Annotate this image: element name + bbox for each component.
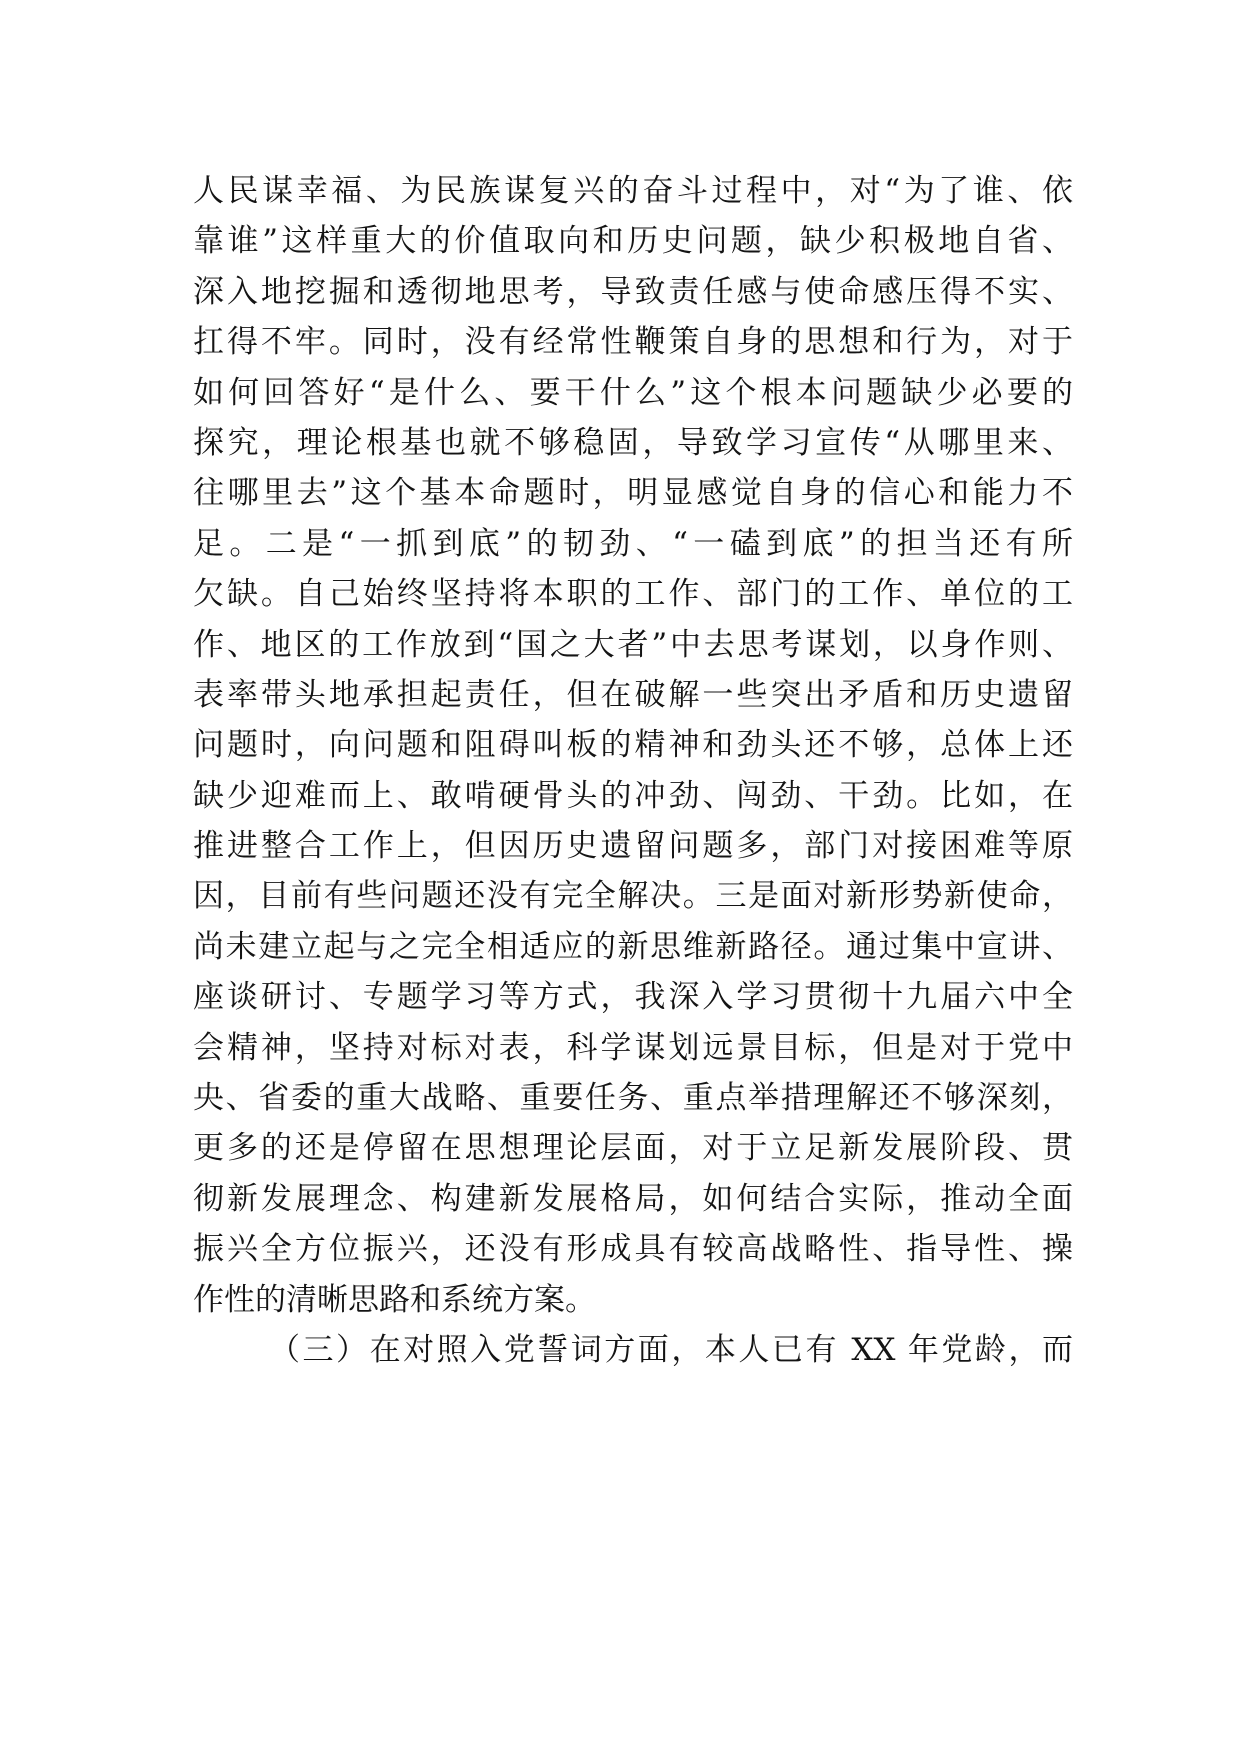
section-heading-line: （三）在对照入党誓词方面，本人已有 XX 年党龄，而 (269, 1331, 1073, 1368)
text-line: 会精神，坚持对标对表，科学谋划远景目标，但是对于党中 (193, 1029, 1073, 1066)
text-line: 彻新发展理念、构建新发展格局，如何结合实际，推动全面 (193, 1180, 1073, 1217)
text-line: 足。二是“一抓到底”的韧劲、“一磕到底”的担当还有所 (193, 525, 1073, 562)
text-line: 作、地区的工作放到“国之大者”中去思考谋划，以身作则、 (193, 626, 1073, 663)
text-line: 央、省委的重大战略、重要任务、重点举措理解还不够深刻， (193, 1080, 1073, 1117)
text-line: 靠谁”这样重大的价值取向和历史问题，缺少积极地自省、 (193, 223, 1073, 260)
text-line: 座谈研讨、专题学习等方式，我深入学习贯彻十九届六中全 (193, 979, 1073, 1016)
text-line: 因，目前有些问题还没有完全解决。三是面对新形势新使命， (193, 878, 1073, 915)
text-line: 往哪里去”这个基本命题时，明显感觉自身的信心和能力不 (193, 475, 1073, 512)
text-line: 深入地挖掘和透彻地思考，导致责任感与使命感压得不实、 (193, 273, 1073, 310)
text-line: 表率带头地承担起责任，但在破解一些突出矛盾和历史遗留 (193, 676, 1073, 713)
text-line: 欠缺。自己始终坚持将本职的工作、部门的工作、单位的工 (193, 576, 1073, 613)
body-text (193, 166, 1073, 1375)
text-line: 如何回答好“是什么、要干什么”这个根本问题缺少必要的 (193, 374, 1073, 411)
text-line: 问题时，向问题和阻碍叫板的精神和劲头还不够，总体上还 (193, 727, 1073, 764)
text-line: 作性的清晰思路和系统方案。 (193, 1281, 596, 1318)
text-line: 缺少迎难而上、敢啃硬骨头的冲劲、闯劲、干劲。比如，在 (193, 777, 1073, 814)
text-line: 推进整合工作上，但因历史遗留问题多，部门对接困难等原 (193, 828, 1073, 865)
text-line: 扛得不牢。同时，没有经常性鞭策自身的思想和行为，对于 (193, 324, 1073, 361)
text-line: 振兴全方位振兴，还没有形成具有较高战略性、指导性、操 (193, 1231, 1073, 1268)
text-line: 尚未建立起与之完全相适应的新思维新路径。通过集中宣讲、 (193, 928, 1073, 965)
text-line: 更多的还是停留在思想理论层面，对于立足新发展阶段、贯 (193, 1130, 1073, 1167)
text-line: 人民谋幸福、为民族谋复兴的奋斗过程中，对“为了谁、依 (193, 173, 1073, 209)
text-line: 探究，理论根基也就不够稳固，导致学习宣传“从哪里来、 (193, 424, 1073, 461)
